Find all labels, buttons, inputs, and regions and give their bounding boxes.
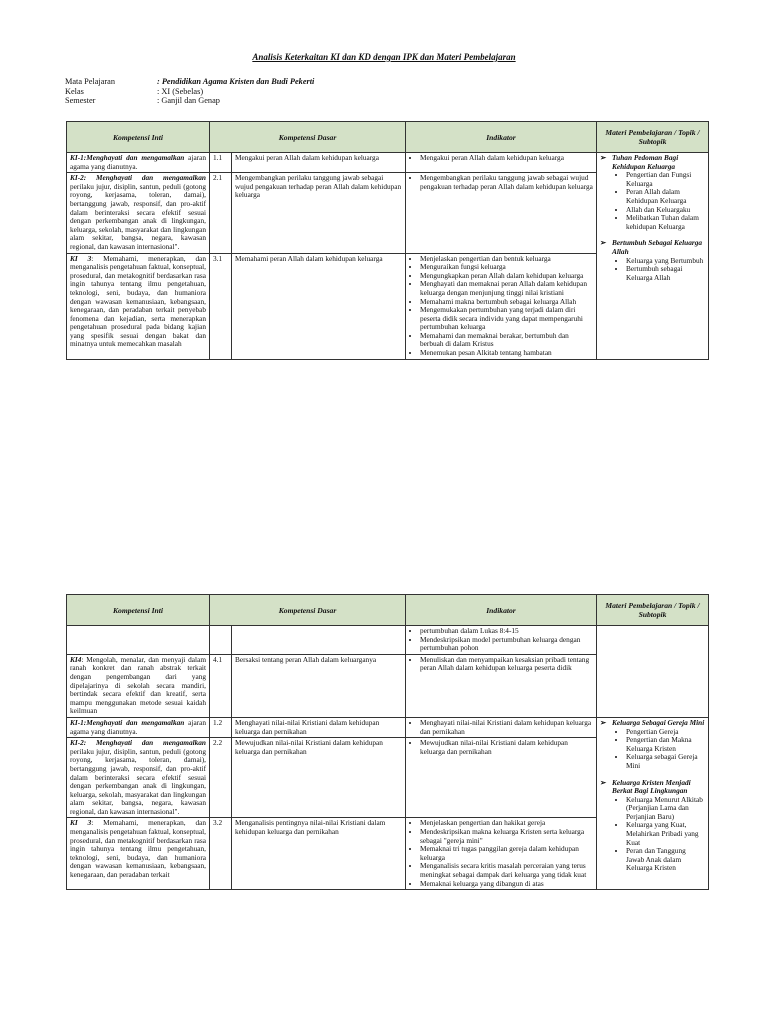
analysis-table-1 — [66, 121, 709, 360]
indicator-item: • Menemukan pesan Alkitab tentang hambatan — [420, 349, 593, 358]
kd-number: 4.1 — [210, 654, 232, 717]
subtopic-item: • Allah dan Keluargaku — [626, 206, 705, 215]
header-materi: Materi Pembelajaran / Topik / Subtopik — [597, 595, 709, 626]
meta-label: Mata Pelajaran — [65, 77, 115, 86]
meta-row — [65, 96, 314, 106]
indicator-cell — [406, 738, 597, 818]
materi-topic-title — [600, 154, 705, 171]
subtopic-item: • Keluarga yang Kuat, Melahirkan Pribadi yang Kuat — [626, 821, 705, 847]
indicator-item: • Mengemukakan pertumbuhan yang terjadi dalam diri peserta didik secara individu yang dapat mempengaruhi pertumbuhan keluarga — [420, 306, 593, 332]
ki-label: KI-1:Menghayati dan mengamalkan — [70, 153, 185, 162]
indicator-item: • Memaknai keluarga yang dibangun di atas — [420, 880, 593, 889]
ki-cell — [67, 738, 210, 818]
ki-text: : Memahami, menerapkan, dan menganalisis pengetahuan faktual, konseptual, prosedural, dan metakognitif berdasarkan rasa ingin tahunya tentang ilmu pengetahuan, teknologi, seni, budaya, dan humaniora dengan wawasan kemanusiaan, kebangsaan, kenegaraan, dan peradaban terkait penyebab fenomena dan kejadian, serta menerapkan pengetahuan prosedural pada bidang kajian yang spesifik sesuai dengan bakat dan minatnya untuk memecahkan masalah — [70, 253, 206, 349]
indicator-cell — [406, 818, 597, 890]
meta-label: Semester — [65, 96, 96, 106]
arrow-icon: ➢ — [600, 717, 607, 727]
subtopic-list — [600, 796, 705, 873]
subtopic-item: • Bertumbuh sebagai Keluarga Allah — [626, 265, 705, 282]
ki-cell — [67, 717, 210, 737]
indicator-item: • Menjelaskan pengertian dan hakikat gereja — [420, 819, 593, 828]
indicator-list — [409, 819, 593, 888]
indicator-cell — [406, 253, 597, 359]
header-kompetensi-inti: Kompetensi Inti — [67, 595, 210, 626]
indicator-item: • Mendeskripsikan makna keluarga Kristen serta keluarga sebagai "gereja mini" — [420, 828, 593, 845]
indicator-item: • Menghayati dan memaknai peran Allah dalam kehidupan keluarga dengan menjunjung tinggi nilai kristiani — [420, 280, 593, 297]
ki-cell — [67, 253, 210, 359]
indicator-item: • Memaknai tri tugas panggilan gereja dalam kehidupan keluarga — [420, 845, 593, 862]
arrow-icon: ➢ — [600, 238, 607, 248]
indicator-item: • Menghayati nilai-nilai Kristiani dalam kehidupan keluarga dan pernikahan — [420, 719, 593, 736]
header-kompetensi-dasar: Kompetensi Dasar — [210, 122, 406, 153]
materi-topic — [600, 779, 705, 874]
indicator-list — [409, 719, 593, 736]
indicator-item: • Mengungkapkan peran Allah dalam kehidupan keluarga — [420, 272, 593, 281]
ki-text: ajaran agama yang dianutnya. — [70, 153, 206, 171]
materi-topic — [600, 719, 705, 771]
subtopic-item: • Peran Allah dalam Kehidupan Keluarga — [626, 188, 705, 205]
subtopic-list — [600, 171, 705, 231]
kd-number — [210, 626, 232, 655]
kd-cell: Menganalisis pentingnya nilai-nilai Kristiani dalam kehidupan keluarga dan pernikahan — [232, 818, 406, 890]
arrow-icon: ➢ — [600, 153, 607, 162]
analysis-table-2 — [66, 594, 709, 890]
materi-topic-label: Keluarga Kristen Menjadi Berkat Bagi Lingkungan — [612, 777, 691, 796]
table-header-row — [67, 122, 709, 153]
ki-text: perilaku jujur, disiplin, santun, peduli (gotong royong, kerjasama, toleran, damai), bertanggung jawab, responsif, dan pro-aktif dalam berinteraksi secara efektif sesuai dengan perkembangan anak di lingkungan, keluarga, sekolah, masyarakat dan lingkungan alam sekitar, bangsa, negara, kawasan regional, dan kawasan internasional". — [70, 746, 206, 816]
indicator-item: • Memahami makna bertumbuh sebagai keluarga Allah — [420, 298, 593, 307]
header-kompetensi-dasar: Kompetensi Dasar — [210, 595, 406, 626]
subtopic-item: • Keluarga yang Bertumbuh — [626, 257, 705, 266]
materi-cell — [597, 717, 709, 889]
ki-label: KI-1:Menghayati dan mengamalkan — [70, 717, 185, 727]
kd-number: 3.1 — [210, 253, 232, 359]
indicator-item: • Mengembangkan perilaku tanggung jawab sebagai wujud pengakuan terhadap peran Allah dalam kehidupan keluarga — [420, 174, 593, 191]
materi-topic — [600, 239, 705, 282]
indicator-cell — [406, 173, 597, 253]
materi-topic-title — [600, 779, 705, 796]
kd-cell — [232, 626, 406, 655]
kd-cell: Mewujudkan nilai-nilai Kristiani dalam kehidupan keluarga dan pernikahan — [232, 738, 406, 818]
subtopic-item: • Keluarga Menurut Alkitab (Perjanjian Lama dan Perjanjian Baru) — [626, 796, 705, 822]
subtopic-item: • Pengertian dan Makna Keluarga Kristen — [626, 736, 705, 753]
header-materi: Materi Pembelajaran / Topik / Subtopik — [597, 122, 709, 153]
kd-number: 1.1 — [210, 153, 232, 173]
ki-cell — [67, 153, 210, 173]
meta-row — [65, 77, 314, 87]
kd-cell: Mengembangkan perilaku tanggung jawab sebagai wujud pengakuan terhadap peran Allah dalam kehidupan keluarga — [232, 173, 406, 253]
ki-text: : Memahami, menerapkan, dan menganalisis pengetahuan faktual, konseptual, prosedural, dan metakognitif berdasarkan rasa ingin tahunya tentang ilmu pengetahuan, teknologi, seni, budaya, dan humaniora dengan wawasan kemanusiaan, kebangsaan, kenegaraan, dan peradaban terkait — [70, 818, 206, 880]
meta-value: : XI (Sebelas) — [157, 86, 204, 96]
meta-value: : Ganjil dan Genap — [157, 96, 220, 106]
kd-cell: Mengakui peran Allah dalam kehidupan keluarga — [232, 153, 406, 173]
indicator-item: • Menguraikan fungsi keluarga — [420, 263, 593, 272]
indicator-item: • Mewujudkan nilai-nilai Kristiani dalam kehidupan keluarga dan pernikahan — [420, 739, 593, 756]
indicator-item: • Mengakui peran Allah dalam kehidupan keluarga — [420, 154, 593, 163]
subtopic-item: • Melibatkan Tuhan dalam kehidupan Keluarga — [626, 214, 705, 231]
header-kompetensi-inti: Kompetensi Inti — [67, 122, 210, 153]
subtopic-item: • Keluarga sebagai Gereja Mini — [626, 753, 705, 770]
ki-label: KI 3 — [70, 253, 92, 263]
arrow-icon: ➢ — [600, 777, 607, 787]
meta-label: Kelas — [65, 86, 84, 96]
kd-cell: Menghayati nilai-nilai Kristiani dalam kehidupan keluarga dan pernikahan — [232, 717, 406, 737]
materi-cell — [597, 626, 709, 718]
subtopic-item: • Pengertian Gereja — [626, 728, 705, 737]
subtopic-item: • Pengertian dan Fungsi Keluarga — [626, 171, 705, 188]
meta-row — [65, 87, 314, 97]
indicator-item: • Menuliskan dan menyampaikan kesaksian pribadi tentang peran Allah dalam kehidupan keluarga peserta didik — [420, 656, 593, 673]
ki-cell — [67, 654, 210, 717]
materi-cell — [597, 153, 709, 360]
materi-topic-title — [600, 719, 705, 728]
kd-number: 1.2 — [210, 717, 232, 737]
materi-topic — [600, 154, 705, 231]
document-title: Analisis Keterkaitan KI dan KD dengan IPK dan Materi Pembelajaran — [252, 52, 516, 62]
ki-cell — [67, 818, 210, 890]
indicator-item: • Menjelaskan pengertian dan bentuk keluarga — [420, 255, 593, 264]
kd-number: 3.2 — [210, 818, 232, 890]
ki-text: : Mengolah, menalar, dan menyaji dalam ranah konkret dan ranah abstrak terkait dengan pengembangan dari yang dipelajarinya di sekolah secara mandiri, bertindak secara efektif dan kreatif, serta mampu menggunakan metode sesuai kaidah keilmuan — [70, 654, 206, 716]
ki-cell — [67, 626, 210, 655]
indicator-item: • Mendeskripsikan model pertumbuhan keluarga dengan pertumbuhan pohon — [420, 636, 593, 653]
ki-text: ajaran agama yang dianutnya. — [70, 717, 206, 736]
subtopic-item: • Peran dan Tanggung Jawab Anak dalam Keluarga Kristen — [626, 847, 705, 873]
indicator-item: • Menganalisis secara kritis masalah perceraian yang terus meningkat sebagai dampak dari keluarga yang tidak kuat — [420, 862, 593, 879]
ki-label: KI-2: Menghayati dan mengamalkan — [70, 173, 206, 183]
meta-value: : Pendidikan Agama Kristen dan Budi Pekerti — [157, 77, 315, 86]
indicator-item: • Memahami dan memaknai berakar, bertumbuh dan berbuah di dalam Kristus — [420, 332, 593, 349]
indicator-cell — [406, 626, 597, 655]
indicator-list — [409, 255, 593, 358]
subtopic-list — [600, 728, 705, 771]
subject-info — [65, 77, 314, 106]
kd-number: 2.1 — [210, 173, 232, 253]
ki-text: perilaku jujur, disiplin, santun, peduli (gotong royong, kerjasama, toleran, damai), bertanggung jawab, responsif, dan pro-aktif dalam berinteraksi secara efektif sesuai dengan perkembangan anak di lingkungan, keluarga, sekolah, masyarakat dan lingkungan alam sekitar, bangsa, negara, kawasan regional, dan kawasan internasional". — [70, 181, 206, 251]
subtopic-list — [600, 257, 705, 283]
table-row — [67, 153, 709, 173]
indicator-cell — [406, 654, 597, 717]
indicator-cell — [406, 153, 597, 173]
indicator-item: • pertumbuhan dalam Lukas 8:4-15 — [420, 627, 593, 636]
ki-label: KI4 — [70, 654, 82, 664]
ki-cell — [67, 173, 210, 253]
header-indikator: Indikator — [406, 595, 597, 626]
indicator-list — [409, 154, 593, 163]
materi-topic-label: Keluarga Sebagai Gereja Mini — [612, 717, 705, 727]
header-indikator: Indikator — [406, 122, 597, 153]
indicator-list — [409, 656, 593, 673]
table-header-row — [67, 595, 709, 626]
indicator-cell — [406, 717, 597, 737]
kd-cell: Memahami peran Allah dalam kehidupan keluarga — [232, 253, 406, 359]
materi-topic-label: Tuhan Pedoman Bagi Kehidupan Keluarga — [612, 153, 679, 171]
ki-label: KI 3 — [70, 818, 92, 828]
table-row-continued — [67, 626, 709, 655]
ki-label: KI-2: Menghayati dan mengamalkan — [70, 738, 206, 748]
table-row — [67, 717, 709, 737]
materi-topic-label: Bertumbuh Sebagai Keluarga Allah — [612, 238, 703, 256]
kd-cell: Bersaksi tentang peran Allah dalam keluarganya — [232, 654, 406, 717]
indicator-list — [409, 174, 593, 191]
indicator-list — [409, 739, 593, 756]
materi-topic-title — [600, 239, 705, 256]
indicator-list — [409, 627, 593, 653]
kd-number: 2.2 — [210, 738, 232, 818]
